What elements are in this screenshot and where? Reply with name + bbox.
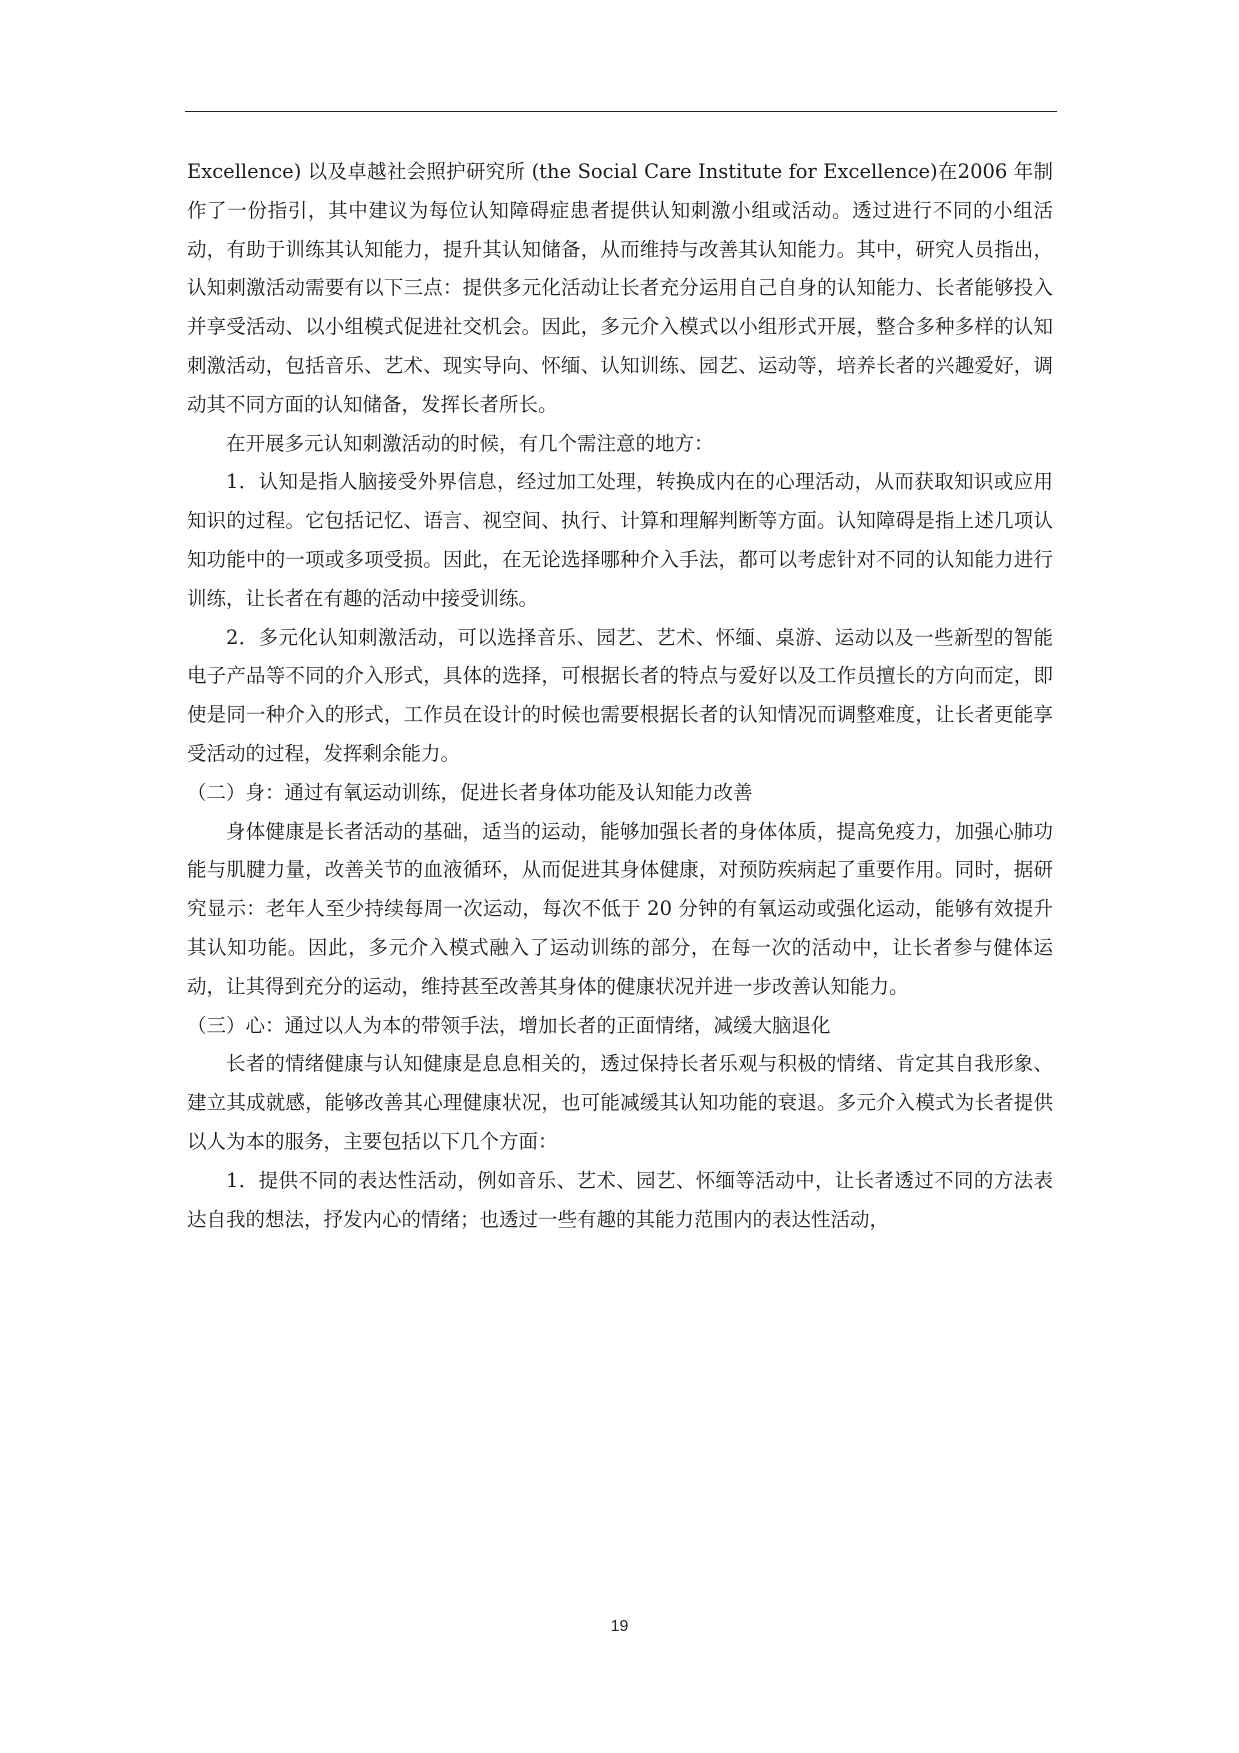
paragraph-note-2: 2．多元化认知刺激活动，可以选择音乐、园艺、艺术、怀缅、桌游、运动以及一些新型的智能电子产品等不同的介入形式，具体的选择，可根据长者的特点与爱好以及工作员擅长的方向而定，即使是同一种介入的形式，工作员在设计的时候也需要根据长者的认知情况而调整难度，让长者更能享受活动的过程，发挥剩余能力。 bbox=[187, 625, 1053, 765]
paragraph-notes-intro: 在开展多元认知刺激活动的时候，有几个需注意的地方： bbox=[226, 431, 714, 455]
paragraph-body-health: 身体健康是长者活动的基础，适当的运动，能够加强长者的身体体质，提高免疫力，加强心肺功能与肌腱力量，改善关节的血液循环，从而促进其身体健康，对预防疾病起了重要作用。同时，据研究显示：老年人至少持续每周一次运动，每次不低于 20 分钟的有氧运动或强化运动，能够有效提升其认知功能。因此，多元介入模式融入了运动训练的部分，在每一次的活动中，让长者参与健体运动，让其得到充分的运动，维持甚至改善其身体的健康状况并进一步改善认知能力。 bbox=[187, 819, 1053, 998]
section-heading-mind: （三）心：通过以人为本的带领手法，增加长者的正面情绪，减缓大脑退化 bbox=[187, 1013, 831, 1037]
section-heading-body: （二）身：通过有氧运动训练，促进长者身体功能及认知能力改善 bbox=[187, 780, 753, 804]
header-divider bbox=[185, 111, 1057, 112]
paragraph-continuation: Excellence) 以及卓越社会照护研究所 (the Social Care Institute for Excellence)在2006 年制作了一份指引，其中建议为每位认知障碍症患者提供认知刺激小组或活动。透过进行不同的小组活动，有助于训练其认知能力，提升其认知储备，从而维持与改善其认知能力。其中，研究人员指出，认知刺激活动需要有以下三点：提供多元化活动让长者充分运用自己自身的认知能力、长者能够投入并享受活动、以小组模式促进社交机会。因此，多元介入模式以小组形式开展，整合多种多样的认知刺激活动，包括音乐、艺术、现实导向、怀缅、认知训练、园艺、运动等，培养长者的兴趣爱好，调动其不同方面的认知储备，发挥长者所长。 bbox=[187, 160, 1053, 416]
paragraph-note-1: 1．认知是指人脑接受外界信息，经过加工处理，转换成内在的心理活动，从而获取知识或应用知识的过程。它包括记忆、语言、视空间、执行、计算和理解判断等方面。认知障碍是指上述几项认知功能中的一项或多项受损。因此，在无论选择哪种介入手法，都可以考虑针对不同的认知能力进行训练，让长者在有趣的活动中接受训练。 bbox=[187, 470, 1053, 610]
page-number: 19 bbox=[610, 1618, 629, 1635]
body-text bbox=[187, 153, 1053, 1239]
paragraph-emotional-health: 长者的情绪健康与认知健康是息息相关的，透过保持长者乐观与积极的情绪、肯定其自我形象、建立其成就感，能够改善其心理健康状况，也可能减缓其认知功能的衰退。多元介入模式为长者提供以人为本的服务，主要包括以下几个方面： bbox=[187, 1052, 1053, 1153]
paragraph-mind-point-1: 1．提供不同的表达性活动，例如音乐、艺术、园艺、怀缅等活动中，让长者透过不同的方法表达自我的想法，抒发内心的情绪；也透过一些有趣的其能力范围内的表达性活动， bbox=[187, 1168, 1053, 1231]
